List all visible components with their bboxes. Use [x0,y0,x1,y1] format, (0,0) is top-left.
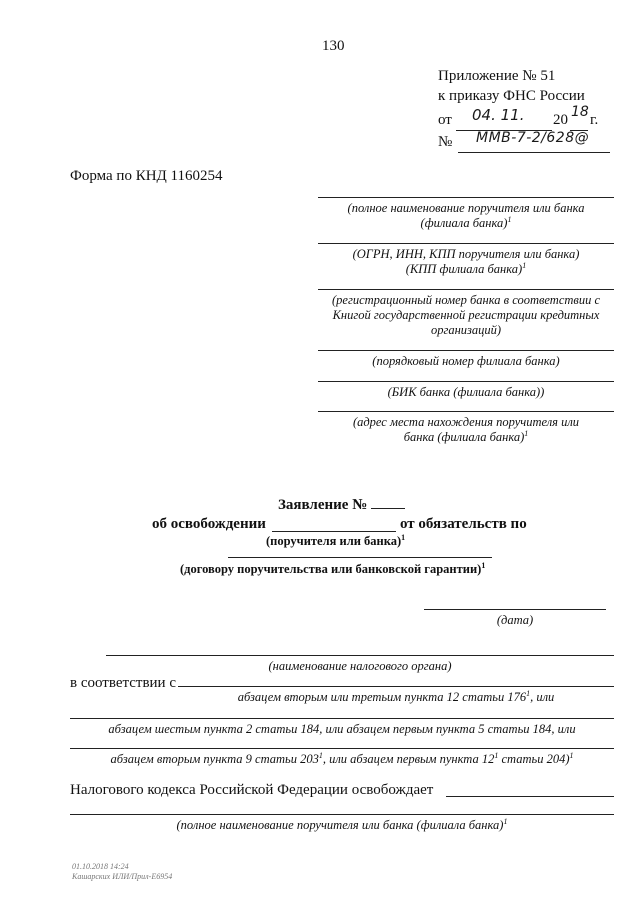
year-prefix: 20 [553,112,568,128]
caption-full-name [318,201,614,231]
footnote-mark: 1 [522,260,527,270]
year-suffix: г. [590,112,599,128]
accordance-caption-2: абзацем шестым пункта 2 статьи 184, или абзацем первым пункта 5 статьи 184, или [108,722,576,736]
field-line-ogrn [318,243,614,244]
date-caption: (дата) [496,613,534,627]
appendix-title: Приложение № 51 [438,68,556,84]
field-line-bik [318,381,614,382]
number-underline [458,152,610,153]
caption-full-name-2: (филиала банка) [420,216,508,230]
guarantor-caption [266,534,405,549]
tax-code-release: Налогового кодекса Российской Федерации освобождает [70,782,434,798]
contract-caption [180,562,485,577]
accordance-caption-3b: , или абзацем первым пункта 12 [322,752,495,766]
year-handwritten: 18 [571,104,589,120]
statement-title-text: Заявление № [278,497,368,513]
tax-authority-caption: (наименование налогового органа) [268,659,452,673]
accordance-caption-1a: абзацем вторым или третьим пункта 12 статьи 176 [237,690,527,704]
stamp [72,862,172,882]
footnote-mark: 1 [318,750,323,760]
final-line [70,814,614,815]
caption-ogrn-2: (КПП филиала банка) [405,262,523,276]
caption-ogrn [318,247,614,277]
statement-line2-end: от обязательств по [400,516,527,532]
date-handwritten: 04. 11. [472,106,525,124]
caption-address [318,415,614,445]
footnote-mark: 1 [524,428,529,438]
contract-line [228,557,492,558]
accordance-prefix: в соответствии с [70,675,176,691]
final-caption [70,818,614,833]
caption-branch: (порядковый номер филиала банка) [372,354,560,368]
guarantor-caption-text: (поручителя или банка) [266,534,402,548]
footnote-mark: 1 [481,560,486,570]
date-line [424,609,606,610]
footnote-mark: 1 [494,750,499,760]
field-line-reg [318,289,614,290]
footnote-mark: 1 [569,750,574,760]
caption-bik: (БИК банка (филиала банка)) [387,385,545,399]
appendix-date-prefix: от [438,112,452,128]
page-number: 130 [322,38,345,54]
contract-caption-text: (договору поручительства или банковской гарантии) [180,562,482,576]
tax-authority-line [106,655,614,656]
release-line [446,796,614,797]
field-line-full-name [318,197,614,198]
field-line-branch [318,350,614,351]
form-code: Форма по КНД 1160254 [70,168,223,184]
number-handwritten: ММВ-7-2/628@ [476,130,590,146]
statement-title [278,496,405,514]
accordance-line-3 [70,748,614,749]
final-caption-text: (полное наименование поручителя или банка (филиала банка) [176,818,504,832]
caption-address-1: (адрес места нахождения поручителя или [352,415,580,429]
accordance-caption-1 [178,690,614,705]
accordance-caption-1b: , или [530,690,555,704]
caption-address-2: банка (филиала банка) [403,430,525,444]
appendix-order: к приказу ФНС России [438,88,585,104]
caption-reg-3: организаций) [430,323,502,337]
field-line-address [318,411,614,412]
stamp-line-1: 01.10.2018 14:24 [72,862,129,871]
footnote-mark: 1 [526,688,531,698]
accordance-caption-3c: статьи 204) [498,752,570,766]
footnote-mark: 1 [503,816,508,826]
accordance-caption-3 [70,752,614,767]
accordance-caption-3a: абзацем вторым пункта 9 статьи 203 [110,752,319,766]
stamp-line-2: Кашарских ИЛИ/Прил-Е6954 [72,872,173,881]
caption-full-name-1: (полное наименование поручителя или банка [347,201,585,215]
statement-line2-start: об освобождении [152,516,266,532]
statement-number-blank [371,496,405,509]
footnote-mark: 1 [507,214,512,224]
statement-line2-blank [272,531,396,532]
footnote-mark: 1 [401,532,406,542]
caption-ogrn-1: (ОГРН, ИНН, КПП поручителя или банка) [352,247,580,261]
caption-reg [318,293,614,338]
accordance-line-1 [178,686,614,687]
caption-reg-1: (регистрационный номер банка в соответствии с [331,293,600,307]
number-prefix: № [438,134,453,150]
caption-reg-2: Книгой государственной регистрации кредитных [332,308,600,322]
accordance-line-2 [70,718,614,719]
